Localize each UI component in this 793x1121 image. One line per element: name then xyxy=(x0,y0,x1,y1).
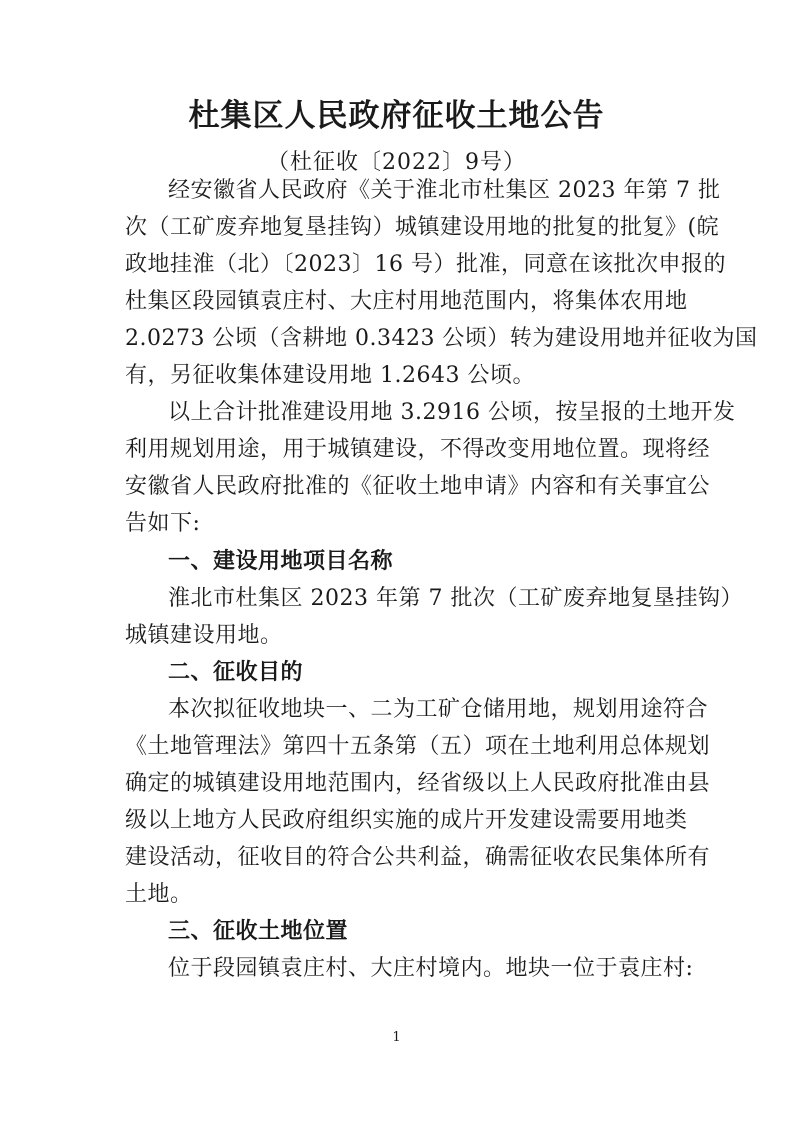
body-line: 政地挂淮（北）〔2023〕16 号）批准，同意在该批次申报的 xyxy=(125,252,726,277)
section-heading: 二、征收目的 xyxy=(168,660,304,685)
page-number: 1 xyxy=(392,1030,401,1045)
body-line: 城镇建设用地。 xyxy=(125,623,283,648)
body-line: 《土地管理法》第四十五条第（五）项在土地利用总体规划 xyxy=(125,734,711,759)
body-line: 建设活动，征收目的符合公共利益，确需征收农民集体所有 xyxy=(125,845,711,870)
body-line: 有，另征收集体建设用地 1.2643 公顷。 xyxy=(125,363,535,388)
body-line: 告如下: xyxy=(125,511,201,536)
body-line: 2.0273 公顷（含耕地 0.3423 公顷）转为建设用地并征收为国 xyxy=(125,326,758,351)
body-line: 土地。 xyxy=(125,882,193,907)
body-line: 位于段园镇袁庄村、大庄村境内。地块一位于袁庄村: xyxy=(168,956,694,981)
body-line: 安徽省人民政府批准的《征收土地申请》内容和有关事宜公 xyxy=(125,474,711,499)
body-line: 淮北市杜集区 2023 年第 7 批次（工矿废弃地复垦挂钩） xyxy=(168,586,743,611)
document-number: （杜征收〔2022〕9号） xyxy=(267,150,526,175)
section-heading: 一、建设用地项目名称 xyxy=(168,549,394,574)
page-title: 杜集区人民政府征收土地公告 xyxy=(188,98,605,134)
body-line: 利用规划用途，用于城镇建设，不得改变用地位置。现将经 xyxy=(125,437,711,462)
body-line: 经安徽省人民政府《关于淮北市杜集区 2023 年第 7 批 xyxy=(168,178,721,203)
body-line: 确定的城镇建设用地范围内，经省级以上人民政府批准由县 xyxy=(125,771,711,796)
body-line: 杜集区段园镇袁庄村、大庄村用地范围内，将集体农用地 xyxy=(125,289,688,314)
body-line: 本次拟征收地块一、二为工矿仓储用地，规划用途符合 xyxy=(168,697,709,722)
body-line: 次（工矿废弃地复垦挂钩）城镇建设用地的批复的批复》(皖 xyxy=(125,215,720,240)
body-line: 以上合计批准建设用地 3.2916 公顷，按呈报的土地开发 xyxy=(168,400,736,425)
section-heading: 三、征收土地位置 xyxy=(168,919,349,944)
body-line: 级以上地方人民政府组织实施的成片开发建设需要用地类 xyxy=(125,808,688,833)
